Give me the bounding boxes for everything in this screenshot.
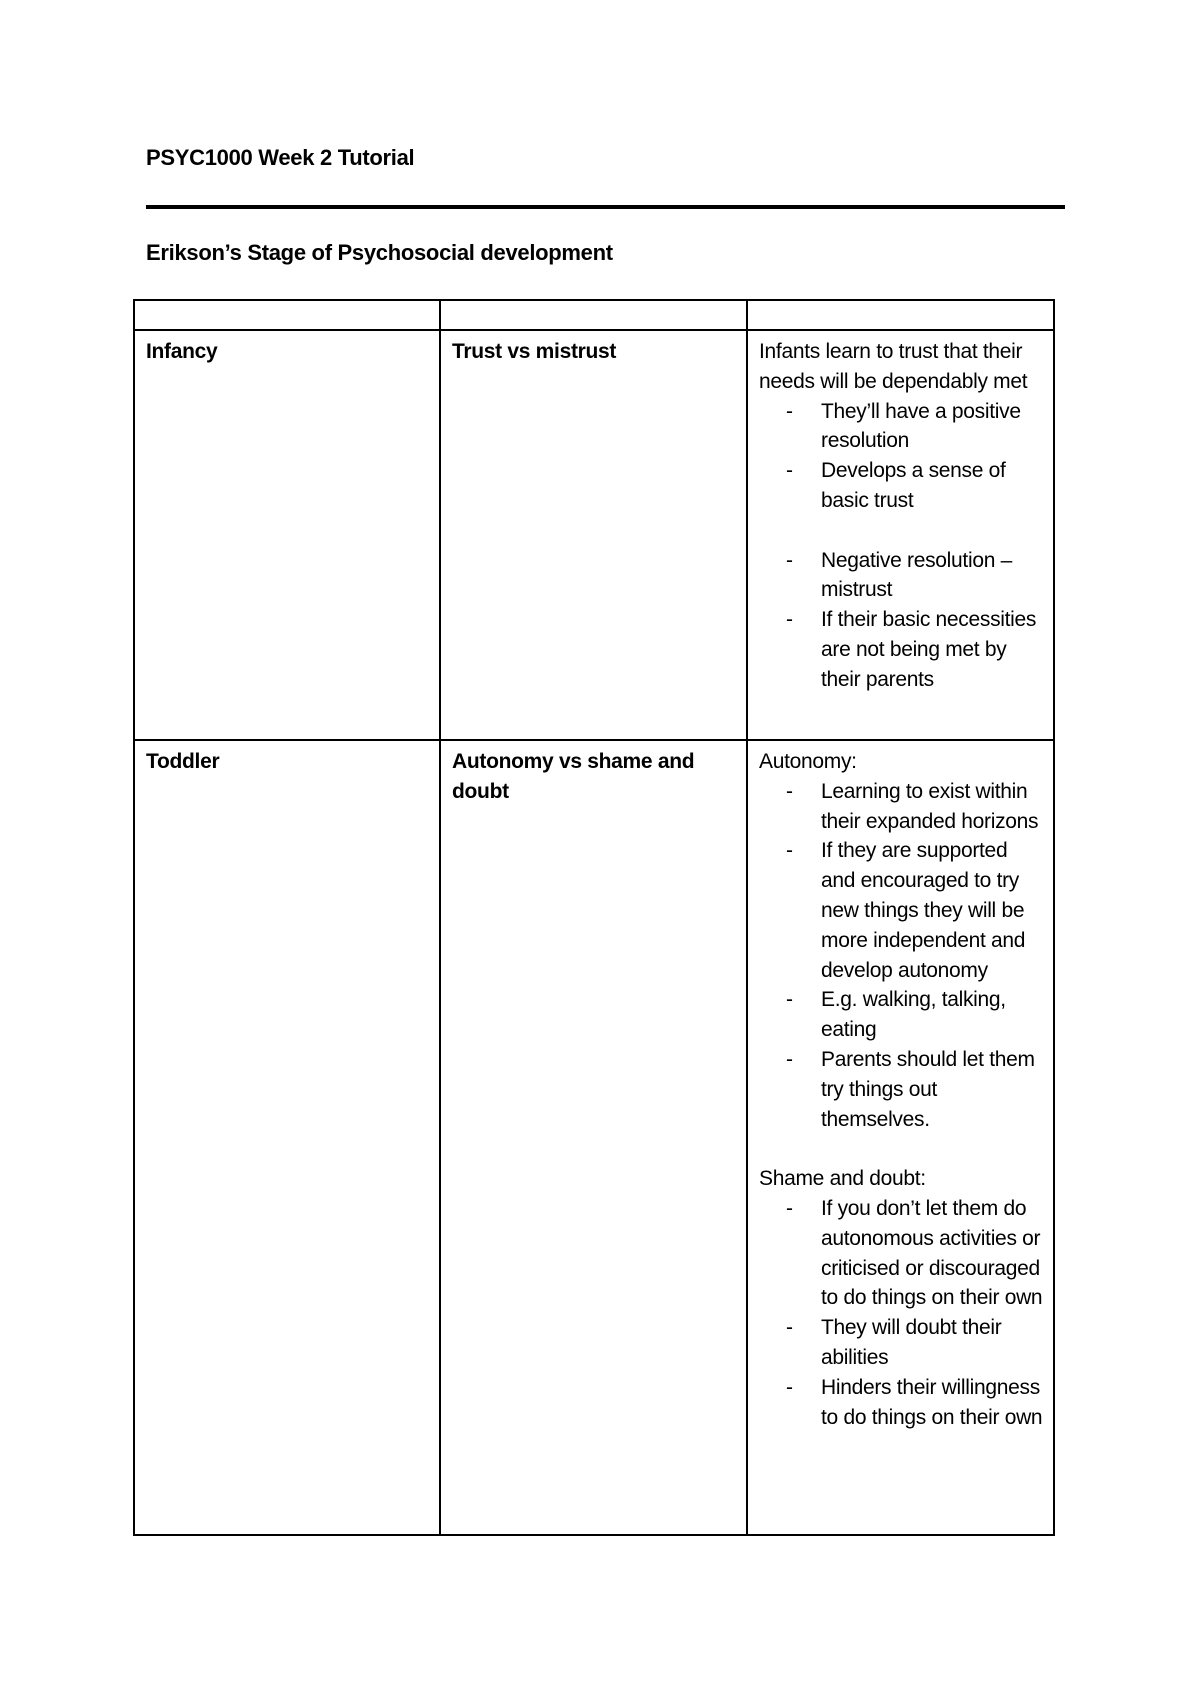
bullet-list [759,397,1043,516]
header-cell [134,300,440,330]
stage-cell: Infancy [134,330,440,740]
table-row [134,740,1054,1535]
description-intro: Infants learn to trust that their needs will be dependably met [759,340,1028,393]
conflict-cell: Autonomy vs shame and doubt [440,740,747,1535]
description-cell [747,740,1054,1535]
table-header-row [134,300,1054,330]
description-subheading: Shame and doubt: [759,1167,926,1191]
header-cell [747,300,1054,330]
list-item: - Negative resolution – mistrust [821,546,1043,606]
table-row [134,330,1054,740]
document-title: PSYC1000 Week 2 Tutorial [146,145,415,170]
list-item: - They will doubt their abilities [821,1313,1043,1373]
list-item: - E.g. walking, talking, eating [821,985,1043,1045]
list-item: - If their basic necessities are not being met by their parents [821,605,1043,694]
erikson-stages-table [133,299,1055,1536]
list-item: - Hinders their willingness to do things on their own [821,1373,1043,1433]
bullet-list [759,546,1043,695]
bullet-list [759,777,1043,1135]
list-item: - Learning to exist within their expanded horizons [821,777,1043,837]
list-item: - If you don’t let them do autonomous activities or criticised or discouraged to do things on their own [821,1194,1043,1313]
list-item: - If they are supported and encouraged to try new things they will be more independent and develop autonomy [821,836,1043,985]
list-item: - Develops a sense of basic trust [821,456,1043,516]
conflict-cell: Trust vs mistrust [440,330,747,740]
spacer [759,1134,1043,1164]
title-divider [146,205,1065,209]
bullet-list [759,1194,1043,1432]
list-item: - Parents should let them try things out themselves. [821,1045,1043,1134]
description-cell [747,330,1054,740]
stage-cell: Toddler [134,740,440,1535]
section-heading: Erikson’s Stage of Psychosocial development [146,240,613,265]
header-cell [440,300,747,330]
spacer [759,516,1043,546]
list-item: - They’ll have a positive resolution [821,397,1043,457]
description-subheading: Autonomy: [759,750,857,773]
